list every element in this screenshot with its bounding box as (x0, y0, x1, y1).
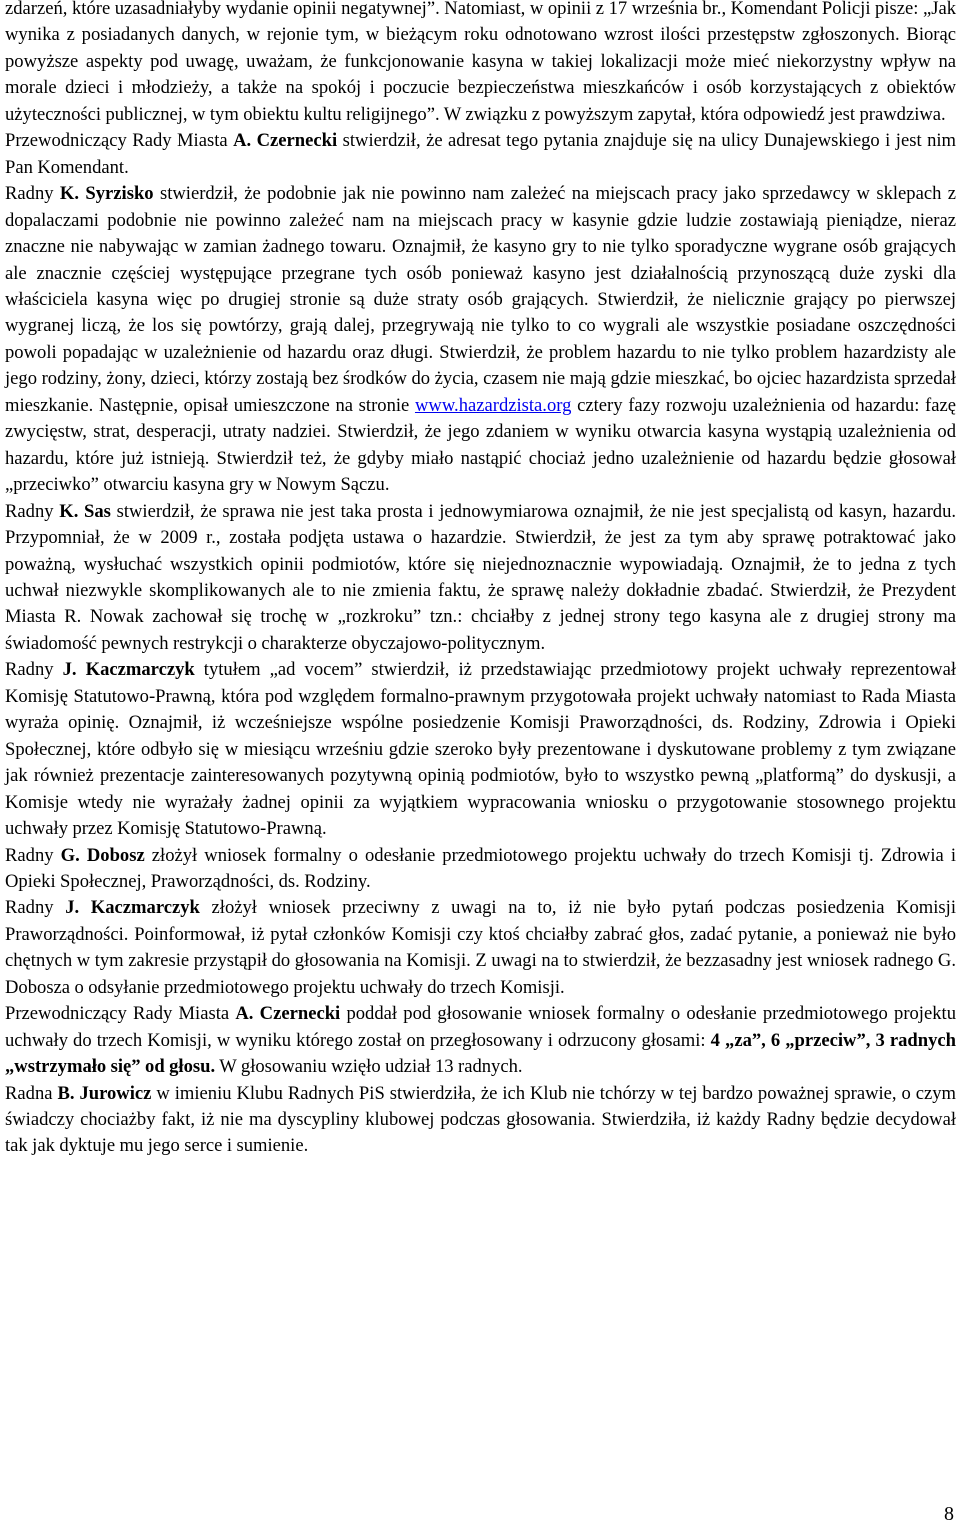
paragraph (5, 1001, 956, 1080)
speaker-name: B. Jurowicz (57, 1082, 152, 1104)
speaker-name: K. Syrzisko (59, 183, 154, 205)
paragraph-text: stwierdził, że podobnie jak nie powinno nam zależeć na miejscach pracy jako sprzedawcy w sklepach z dopalaczami podobnie nie powinno zależeć nam na miejscach pracy w kasynie gdzie ludzie zostawiają pieniądze, nieraz znaczne nie nabywając w zamian żadnego towaru. Oznajmił, że kasyno gry to nie tylko sporadyczne wygrane osób grających ale znacznie częściej występujące przegrane tych osób ponieważ kasyno jest działalnością przynoszącą duże zyski dla właściciela kasyna więc po drugiej stronie są duże straty osób grających. Stwierdził, że nielicznie grający po pierwszej wygranej liczą, że los się powtórzy, grają dalej, przegrywają nie tylko to co wygrali ale wszystkie posiadane oszczędności powoli popadając w uzależnienie od hazardu oraz długi. Stwierdził, że problem hazardu to nie tylko problem hazardzisty ale jego rodziny, żony, dzieci, którzy zostają bez środków do życia, czasem nie mają gdzie mieszkać, bo ojciec hazardzista sprzedał mieszkanie. Następnie, opisał umieszczone na stronie (5, 183, 956, 416)
paragraph (5, 128, 956, 181)
paragraph-text: złożył wniosek formalny o odesłanie przedmiotowego projektu uchwały do trzech Komisji tj. Zdrowia i Opieki Społecznej, Praworządności, ds. Rodziny. (5, 844, 956, 892)
speaker-title: Radny (5, 659, 63, 681)
paragraph-text: poddał pod głosowanie wniosek formalny o odesłanie przedmiotowego projektu uchwały do trzech Komisji, w wyniku którego został on przegłosowany i odrzucony głosami: (5, 1003, 956, 1051)
paragraph (5, 843, 956, 896)
speaker-title: Przewodniczący Rady Miasta (5, 1003, 236, 1025)
hazardzista-link[interactable]: www.hazardzista.org (414, 394, 572, 416)
speaker-name: A. Czernecki (233, 130, 338, 152)
speaker-name: J. Kaczmarczyk (62, 659, 195, 681)
paragraph-text: stwierdził, że sprawa nie jest taka prosta i jednowymiarowa oznajmił, że nie jest specjalistą od kasyn, hazardu. Przypomniał, że w 2009 r., została podjęta ustawa o hazardzie. Stwierdził, że jest za tym aby sprawę potraktować jako poważną, wysłuchać wszystkich opinii podmiotów, które się niejednoznacznie wypowiadają. Oznajmił, że to jedna z tych uchwał niezwykle skomplikowanych ale to nie zmienia faktu, że sprawę należy dokładnie zbadać. Stwierdził, że Prezydent Miasta R. Nowak zachował się trochę w „rozkroku” tzn.: chciałby z jednej strony tego kasyna ale z drugiej strony ma świadomość pewnych restrykcji o charakterze obyczajowo-politycznym. (5, 500, 957, 654)
speaker-name: G. Dobosz (60, 844, 145, 866)
speaker-title: Radny (5, 897, 66, 919)
speaker-title: Radny (5, 844, 61, 866)
paragraph-text: stwierdził, że adresat tego pytania znajduje się na ulicy Dunajewskiego i jest nim Pan Komendant. (5, 130, 957, 178)
paragraph (5, 1081, 956, 1160)
paragraph-text: W głosowaniu wzięło udział 13 radnych. (215, 1056, 523, 1078)
speaker-title: Przewodniczący Rady Miasta (5, 130, 234, 152)
paragraph-text: cztery fazy rozwoju uzależnienia od hazardu: fazę zwycięstw, strat, desperacji, utraty nadziei. Stwierdził, że jego zdaniem w wyniku otwarcia kasyna wystąpią uzależnienia od hazardu, które już istnieją. Stwierdził też, że gdyby miało nastąpić chociaż jedno uzależnienie od hazardu będzie głosował „przeciwko” otwarciu kasyna gry w Nowym Sączu. (5, 394, 956, 496)
paragraph (5, 657, 956, 842)
paragraph-text: w imieniu Klubu Radnych PiS stwierdziła, że ich Klub nie tchórzy w tej bardzo poważnej sprawie, o czym świadczy chociażby fakt, iż nie ma dyscypliny klubowej podczas głosowania. Stwierdziła, iż każdy Radny będzie decydował tak jak dyktuje mu jego serce i sumienie. (5, 1082, 957, 1157)
paragraph (5, 895, 956, 1001)
speaker-title: Radna (5, 1082, 58, 1104)
speaker-name: J. Kaczmarczyk (65, 897, 200, 919)
paragraph (5, 181, 956, 498)
speaker-name: K. Sas (59, 500, 111, 522)
vote-result: 4 „za”, 6 „przeciw”, 3 radnych „wstrzymało się” od głosu. (5, 1029, 956, 1078)
document-body (5, 0, 956, 1160)
speaker-title: Radny (5, 183, 60, 205)
speaker-name: A. Czernecki (235, 1003, 341, 1025)
paragraph-text: złożył wniosek przeciwny z uwagi na to, iż nie było pytań podczas posiedzenia Komisji Praworządności. Poinformował, iż pytał członków Komisji czy ktoś chciałby zabrać głos, zadać pytanie, a ponieważ nie było chętnych w tym zakresie przystąpił do głosowania na Komisji. Z uwagi na to stwierdził, że bezzasadny jest wniosek radnego G. Dobosza o odsyłanie przedmiotowego projektu uchwały do trzech Komisji. (5, 897, 957, 998)
paragraph (5, 0, 956, 128)
page-number: 8 (944, 1503, 954, 1525)
paragraph-text: zdarzeń, które uzasadniałyby wydanie opinii negatywnej”. Natomiast, w opinii z 17 września br., Komendant Policji pisze: „Jak wynika z posiadanych danych, w rejonie tym, w bieżącym roku odnotowano wzrost ilości przestępstw zgłoszonych. Biorąc powyższe aspekty pod uwagę, uważam, że funkcjonowanie kasyna w takiej lokalizacji może mieć niekorzystny wpływ na morale dzieci i młodzieży, a także na spokój i poczucie bezpieczeństwa mieszkańców i osób korzystających z obiektów użyteczności publicznej, w tym obiektu kultu religijnego”. W związku z powyższym zapytał, która odpowiedź jest prawdziwa. (5, 0, 956, 125)
speaker-title: Radny (5, 500, 60, 522)
paragraph (5, 499, 956, 658)
paragraph-text: tytułem „ad vocem” stwierdził, iż przedstawiając przedmiotowy projekt uchwały reprezentował Komisję Statutowo-Prawną, która pod względem formalno-prawnym przygotowała projekt uchwały natomiast to Rada Miasta wyraża opinię. Oznajmił, iż wcześniejsze wspólne posiedzenie Komisji Praworządności, ds. Rodziny, Zdrowia i Opieki Społecznej, które odbyło się w miesiącu wrześniu gdzie szeroko były prezentowane i dyskutowane problemy z tym związane jak również prezentacje zainteresowanych pozytywną opinią podmiotów, było to wszystko pewną „platformą” do dyskusji, a Komisje wtedy nie wyrażały żadnej opinii za wyjątkiem wypracowania wniosku o przygotowanie stosownego projektu uchwały przez Komisję Statutowo-Prawną. (5, 659, 956, 840)
